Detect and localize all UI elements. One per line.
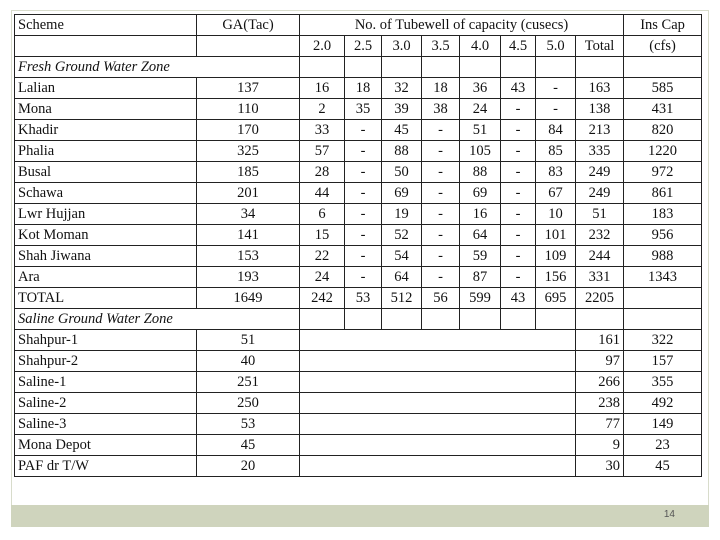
tubewell-count: 83	[536, 162, 576, 183]
tubewell-count: 57	[300, 141, 345, 162]
inscap-value: 1343	[624, 267, 702, 288]
inscap-value: 820	[624, 120, 702, 141]
tubewell-count: -	[422, 204, 460, 225]
empty-cell	[460, 57, 501, 78]
table-row	[15, 120, 702, 141]
inscap-value: 956	[624, 225, 702, 246]
inscap-value: 45	[624, 456, 702, 477]
tubewell-count: 64	[382, 267, 422, 288]
tubewell-count: 69	[460, 183, 501, 204]
tubewell-count: -	[422, 246, 460, 267]
inscap-value: 183	[624, 204, 702, 225]
tubewell-count: -	[501, 162, 536, 183]
table-row	[15, 162, 702, 183]
empty-capacity-cells	[300, 435, 576, 456]
total-value: 30	[576, 456, 624, 477]
empty-cell	[300, 309, 345, 330]
tubewell-count: 15	[300, 225, 345, 246]
inscap-value: 861	[624, 183, 702, 204]
empty-capacity-cells	[300, 330, 576, 351]
scheme-name: Shahpur-2	[15, 351, 197, 372]
empty-capacity-cells	[300, 414, 576, 435]
scheme-name: Saline-2	[15, 393, 197, 414]
tubewell-count: -	[501, 183, 536, 204]
total-value: 249	[576, 162, 624, 183]
tubewell-count: -	[422, 225, 460, 246]
total-value: 244	[576, 246, 624, 267]
empty-cell	[536, 309, 576, 330]
tubewell-count: 105	[460, 141, 501, 162]
ga-value: 185	[197, 162, 300, 183]
total-value: 97	[576, 351, 624, 372]
table-row	[15, 414, 702, 435]
tubewell-count: 54	[382, 246, 422, 267]
inscap-value: 149	[624, 414, 702, 435]
tubewell-count: -	[422, 141, 460, 162]
ga-value: 141	[197, 225, 300, 246]
scheme-header-blank	[15, 36, 197, 57]
inscap-value: 492	[624, 393, 702, 414]
total-row	[15, 288, 702, 309]
inscap-value: 23	[624, 435, 702, 456]
tubewell-count: 10	[536, 204, 576, 225]
tubewell-count: 88	[460, 162, 501, 183]
tubewell-count: -	[501, 141, 536, 162]
total-value: 161	[576, 330, 624, 351]
total-value: 51	[576, 204, 624, 225]
empty-cell	[345, 57, 382, 78]
scheme-name: Khadir	[15, 120, 197, 141]
ga-value: 1649	[197, 288, 300, 309]
tubewell-count: 32	[382, 78, 422, 99]
tubewell-count: 53	[345, 288, 382, 309]
tubewell-count: -	[345, 120, 382, 141]
empty-cell	[536, 57, 576, 78]
tubewell-count: -	[501, 120, 536, 141]
tubewell-count: -	[345, 141, 382, 162]
tubewell-count: -	[345, 225, 382, 246]
tubewell-count: 18	[345, 78, 382, 99]
total-value: 2205	[576, 288, 624, 309]
inscap-header: Ins Cap	[624, 15, 702, 36]
table-row	[15, 330, 702, 351]
capacity-header: 3.5	[422, 36, 460, 57]
empty-cell	[422, 57, 460, 78]
table-row	[15, 99, 702, 120]
empty-cell	[300, 57, 345, 78]
tubewell-count: 109	[536, 246, 576, 267]
capacity-header: 4.0	[460, 36, 501, 57]
inscap-value: 157	[624, 351, 702, 372]
empty-capacity-cells	[300, 393, 576, 414]
inscap-unit-header: (cfs)	[624, 36, 702, 57]
tubewell-count: 43	[501, 78, 536, 99]
tubewell-count: 101	[536, 225, 576, 246]
scheme-name: TOTAL	[15, 288, 197, 309]
tubewell-count: 88	[382, 141, 422, 162]
empty-cell	[576, 309, 624, 330]
tubewell-count: 64	[460, 225, 501, 246]
tubewell-count: -	[345, 267, 382, 288]
tubewell-count: -	[501, 99, 536, 120]
total-value: 238	[576, 393, 624, 414]
scheme-name: Lwr Hujjan	[15, 204, 197, 225]
capacity-header: 3.0	[382, 36, 422, 57]
ga-value: 250	[197, 393, 300, 414]
total-value: 138	[576, 99, 624, 120]
saline-zone-row	[15, 309, 702, 330]
zone-label: Saline Ground Water Zone	[15, 309, 300, 330]
tubewell-count: 19	[382, 204, 422, 225]
tubewell-count: 45	[382, 120, 422, 141]
scheme-name: Lalian	[15, 78, 197, 99]
empty-cell	[382, 309, 422, 330]
tubewell-count: 6	[300, 204, 345, 225]
ga-value: 137	[197, 78, 300, 99]
scheme-name: PAF dr T/W	[15, 456, 197, 477]
scheme-name: Kot Moman	[15, 225, 197, 246]
empty-capacity-cells	[300, 351, 576, 372]
scheme-name: Schawa	[15, 183, 197, 204]
tubewell-count: 24	[460, 99, 501, 120]
total-value: 163	[576, 78, 624, 99]
tubewell-count: -	[536, 99, 576, 120]
tubewell-count: -	[345, 246, 382, 267]
tubewell-count: 59	[460, 246, 501, 267]
tubewell-count: -	[422, 162, 460, 183]
table-row	[15, 456, 702, 477]
tubewell-count: 51	[460, 120, 501, 141]
empty-cell	[382, 57, 422, 78]
table-row	[15, 393, 702, 414]
tubewell-count: -	[422, 120, 460, 141]
capacity-header: 5.0	[536, 36, 576, 57]
total-value: 249	[576, 183, 624, 204]
empty-cell	[624, 309, 702, 330]
table-row	[15, 141, 702, 162]
inscap-value	[624, 288, 702, 309]
tubewell-count: -	[501, 246, 536, 267]
ga-value: 40	[197, 351, 300, 372]
inscap-value: 355	[624, 372, 702, 393]
scheme-header: Scheme	[15, 15, 197, 36]
ga-value: 53	[197, 414, 300, 435]
total-header: Total	[576, 36, 624, 57]
tubewell-count: 695	[536, 288, 576, 309]
total-value: 331	[576, 267, 624, 288]
tubewell-count: 33	[300, 120, 345, 141]
inscap-value: 322	[624, 330, 702, 351]
total-value: 213	[576, 120, 624, 141]
table-row	[15, 78, 702, 99]
scheme-name: Mona Depot	[15, 435, 197, 456]
tubewell-count: 43	[501, 288, 536, 309]
tubewell-count: 56	[422, 288, 460, 309]
tubewell-count: 2	[300, 99, 345, 120]
scheme-name: Shahpur-1	[15, 330, 197, 351]
total-value: 232	[576, 225, 624, 246]
tubewell-count: 52	[382, 225, 422, 246]
ga-value: 20	[197, 456, 300, 477]
ga-value: 201	[197, 183, 300, 204]
tubewell-count: 67	[536, 183, 576, 204]
tubewell-count: -	[345, 162, 382, 183]
tubewell-count: -	[422, 267, 460, 288]
tubewell-count: 242	[300, 288, 345, 309]
ga-value: 45	[197, 435, 300, 456]
empty-cell	[576, 57, 624, 78]
empty-cell	[624, 57, 702, 78]
tubewell-count: 156	[536, 267, 576, 288]
table-row	[15, 267, 702, 288]
scheme-name: Saline-3	[15, 414, 197, 435]
empty-cell	[501, 309, 536, 330]
table-row	[15, 351, 702, 372]
ga-value: 110	[197, 99, 300, 120]
tubewell-count: 599	[460, 288, 501, 309]
tubewell-count: -	[345, 204, 382, 225]
tubewell-count: -	[345, 183, 382, 204]
tubewell-count: 50	[382, 162, 422, 183]
total-value: 266	[576, 372, 624, 393]
total-value: 9	[576, 435, 624, 456]
inscap-value: 431	[624, 99, 702, 120]
ga-value: 51	[197, 330, 300, 351]
tubewell-count: -	[501, 225, 536, 246]
table-row	[15, 246, 702, 267]
tubewell-table	[14, 14, 702, 477]
tubewell-count: 85	[536, 141, 576, 162]
ga-value: 34	[197, 204, 300, 225]
ga-value: 193	[197, 267, 300, 288]
empty-cell	[345, 309, 382, 330]
header-row-1	[15, 15, 702, 36]
tubewell-count: 44	[300, 183, 345, 204]
tubewell-count: -	[501, 204, 536, 225]
tubewell-count: 18	[422, 78, 460, 99]
tubewell-count: 16	[460, 204, 501, 225]
inscap-value: 1220	[624, 141, 702, 162]
ga-header-blank	[197, 36, 300, 57]
capacity-header: 2.5	[345, 36, 382, 57]
ga-value: 170	[197, 120, 300, 141]
tubewell-count: 36	[460, 78, 501, 99]
tubewell-count: 87	[460, 267, 501, 288]
tubewell-count: 39	[382, 99, 422, 120]
tubewell-count: -	[422, 183, 460, 204]
capacity-header: 4.5	[501, 36, 536, 57]
tubewell-count: 35	[345, 99, 382, 120]
ga-value: 153	[197, 246, 300, 267]
zone-label: Fresh Ground Water Zone	[15, 57, 300, 78]
tubewell-count: 69	[382, 183, 422, 204]
empty-capacity-cells	[300, 372, 576, 393]
fresh-zone-row	[15, 57, 702, 78]
page-number: 14	[663, 509, 675, 520]
tubewell-capacity-header: No. of Tubewell of capacity (cusecs)	[300, 15, 624, 36]
ga-value: 325	[197, 141, 300, 162]
scheme-name: Phalia	[15, 141, 197, 162]
empty-cell	[460, 309, 501, 330]
table-row	[15, 204, 702, 225]
tubewell-count: 512	[382, 288, 422, 309]
tubewell-count: 38	[422, 99, 460, 120]
scheme-name: Saline-1	[15, 372, 197, 393]
total-value: 335	[576, 141, 624, 162]
ga-header: GA(Tac)	[197, 15, 300, 36]
tubewell-count: 22	[300, 246, 345, 267]
scheme-name: Ara	[15, 267, 197, 288]
empty-cell	[422, 309, 460, 330]
scheme-name: Mona	[15, 99, 197, 120]
scheme-name: Shah Jiwana	[15, 246, 197, 267]
empty-capacity-cells	[300, 456, 576, 477]
tubewell-count: 28	[300, 162, 345, 183]
table-row	[15, 183, 702, 204]
tubewell-count: -	[501, 267, 536, 288]
table-row	[15, 435, 702, 456]
tubewell-count: 24	[300, 267, 345, 288]
ga-value: 251	[197, 372, 300, 393]
table-row	[15, 225, 702, 246]
footer-bar	[11, 505, 709, 527]
inscap-value: 972	[624, 162, 702, 183]
table-row	[15, 372, 702, 393]
empty-cell	[501, 57, 536, 78]
tubewell-count: 84	[536, 120, 576, 141]
capacity-header: 2.0	[300, 36, 345, 57]
scheme-name: Busal	[15, 162, 197, 183]
inscap-value: 988	[624, 246, 702, 267]
header-row-2	[15, 36, 702, 57]
total-value: 77	[576, 414, 624, 435]
inscap-value: 585	[624, 78, 702, 99]
tubewell-count: -	[536, 78, 576, 99]
tubewell-count: 16	[300, 78, 345, 99]
